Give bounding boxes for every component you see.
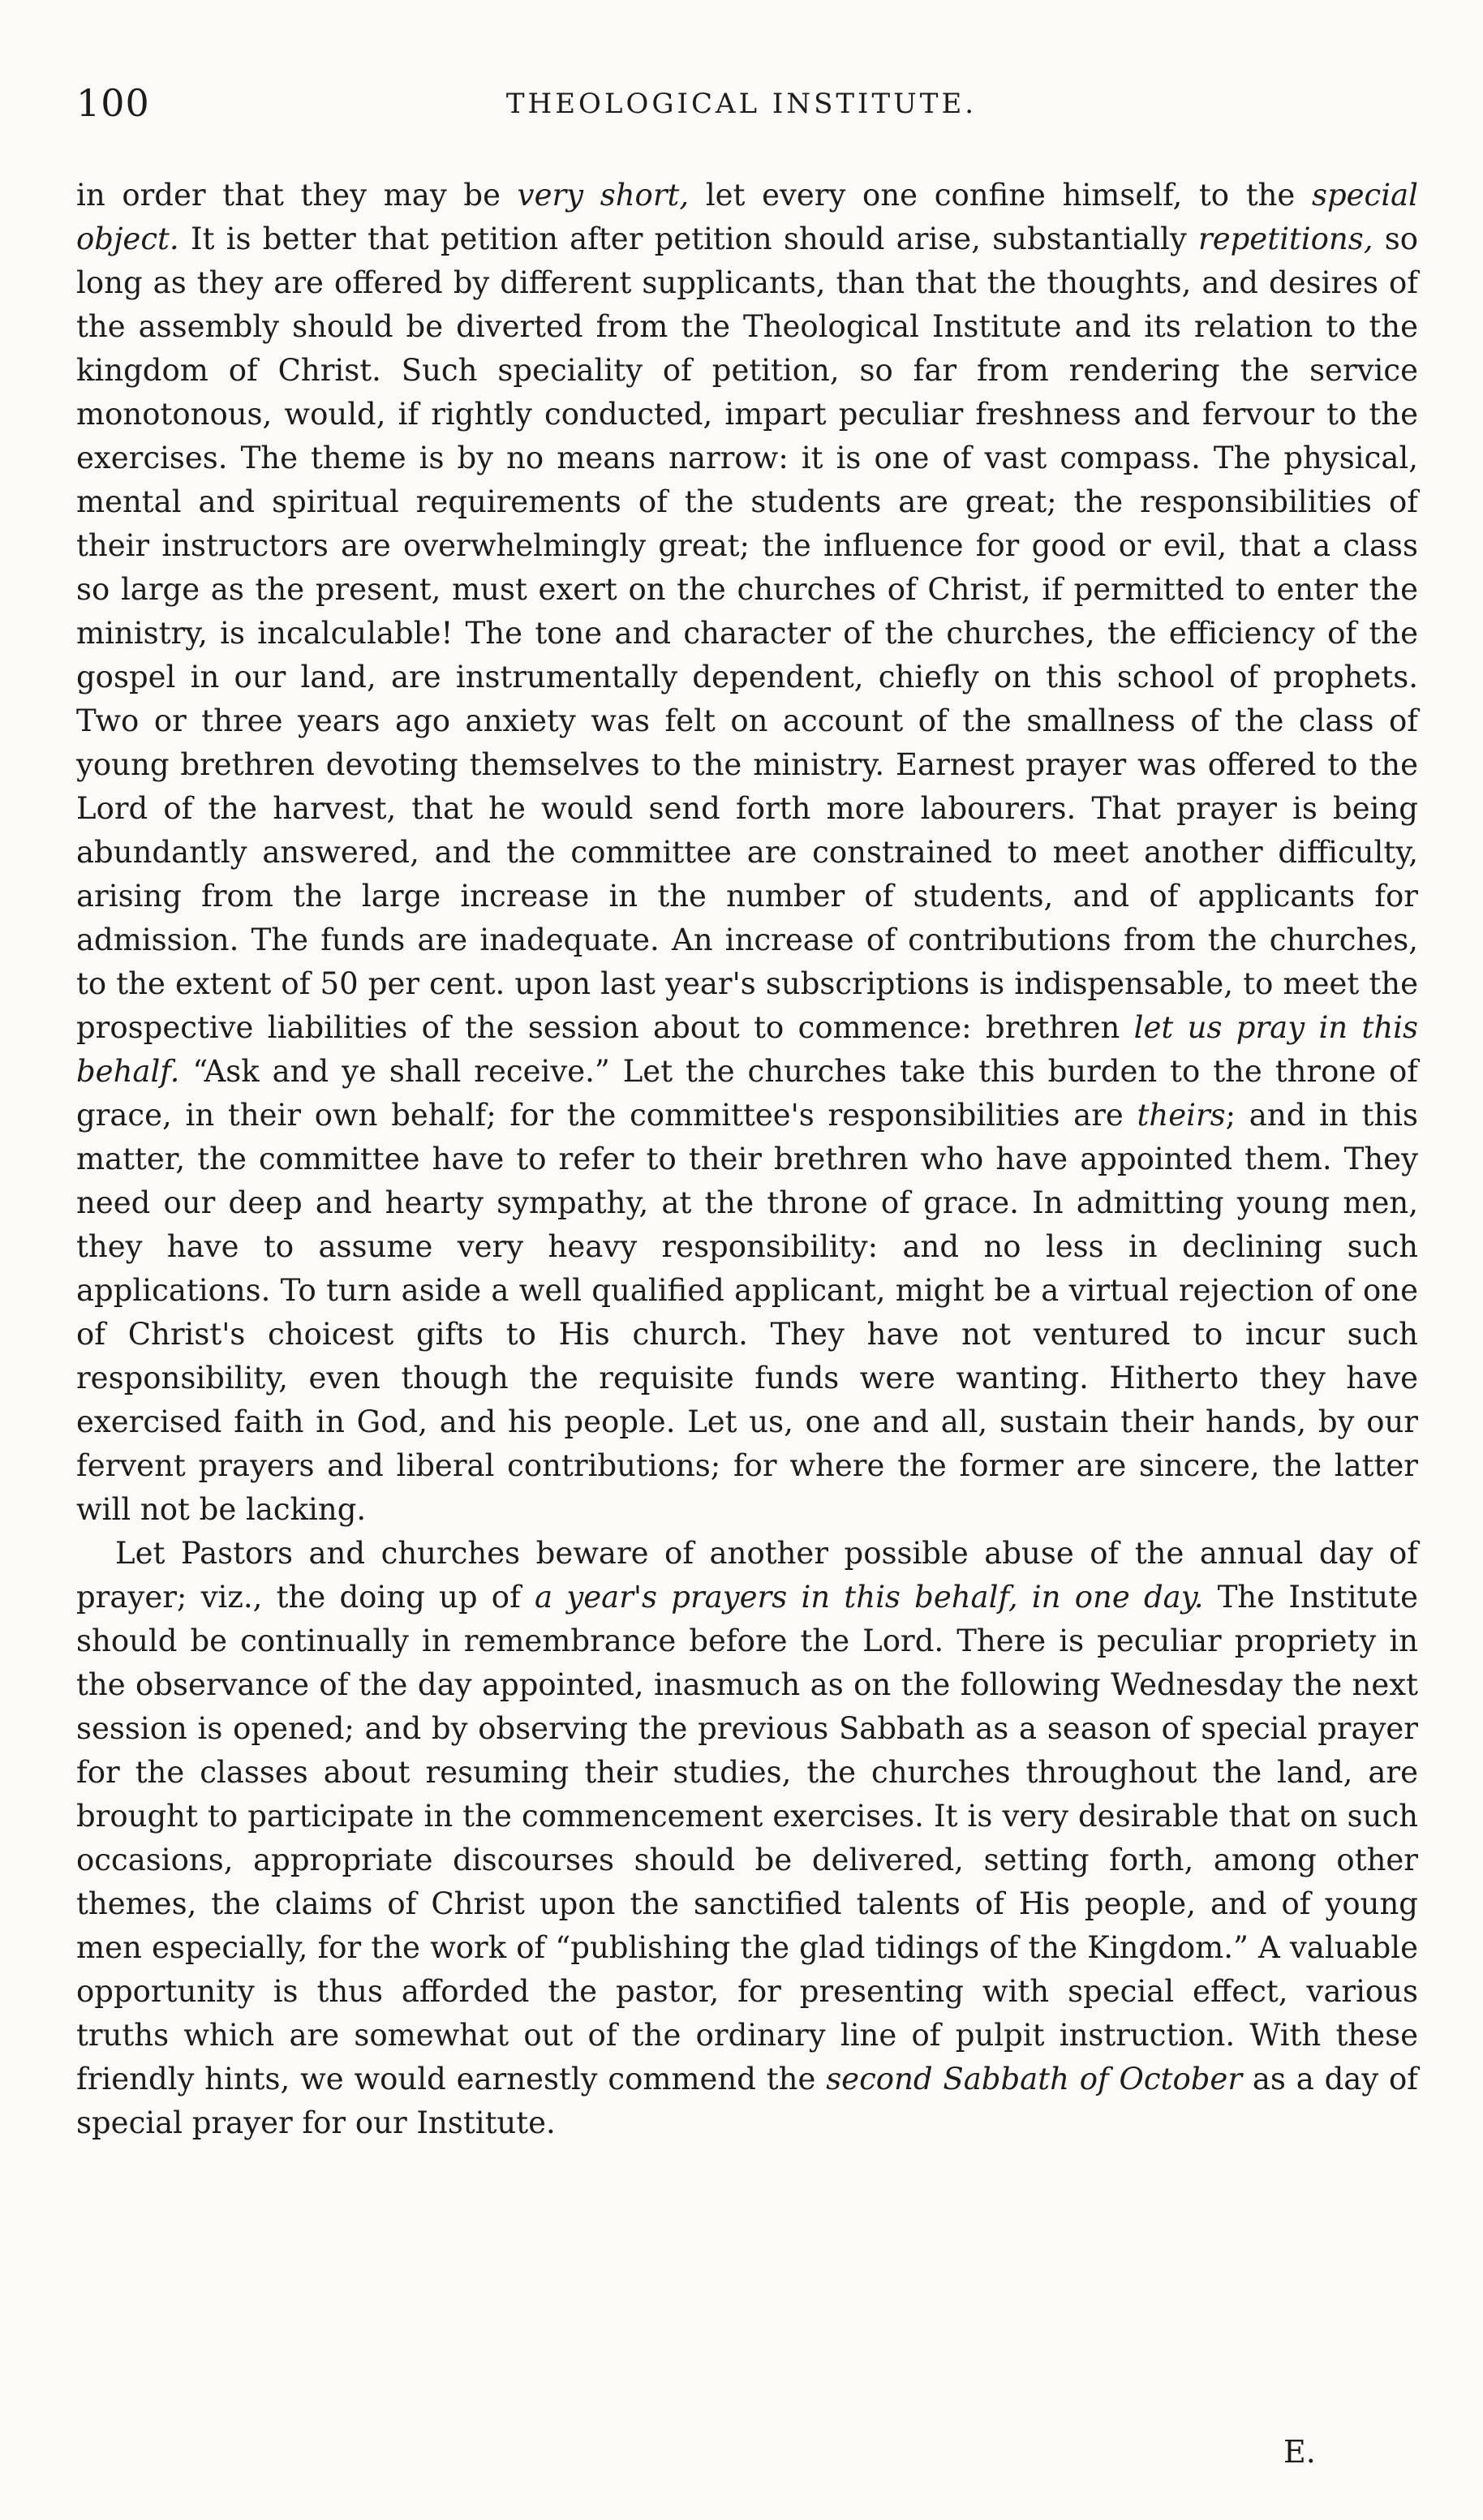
author-signature: E.	[1283, 2434, 1316, 2470]
page-number: 100	[76, 81, 150, 125]
page-header	[76, 81, 1407, 130]
running-head: THEOLOGICAL INSTITUTE.	[505, 88, 978, 120]
paragraph-1: in order that they may be very short, let every one confine himself, to the special object. It is better that petition after petition should arise, substantially repetitions, so long as they are offered by different supplicants, than that the thoughts, and desires of the assembly should be diverted from the Theological Institute and its relation to the kingdom of Christ. Such speciality of petition, so far from rendering the service monotonous, would, if rightly conducted, impart peculiar freshness and fervour to the exercises. The theme is by no means narrow: it is one of vast compass. The physical, mental and spiritual requirements of the students are great; the responsibilities of their instructors are overwhelmingly great; the influence for good or evil, that a class so large as the present, must exert on the churches of Christ, if permitted to enter the ministry, is incalculable! The tone and character of the churches, the efficiency of the gospel in our land, are instrumentally dependent, chiefly on this school of prophets. Two or three years ago anxiety was felt on account of the smallness of the class of young brethren devoting themselves to the ministry. Earnest prayer was offered to the Lord of the harvest, that he would send forth more labourers. That prayer is being abundantly answered, and the committee are constrained to meet another difficulty, arising from the large increase in the number of students, and of applicants for admission. The funds are inadequate. An increase of contributions from the churches, to the extent of 50 per cent. upon last year's subscriptions is indispensable, to meet the prospective liabilities of the session about to commence: brethren let us pray in this behalf. “Ask and ye shall receive.” Let the churches take this burden to the throne of grace, in their own behalf; for the committee's responsibilities are theirs; and in this matter, the committee have to refer to their brethren who have appointed them. They need our deep and hearty sympathy, at the throne of grace. In admitting young men, they have to assume very heavy responsibility: and no less in declining such applications. To turn aside a well qualified applicant, might be a virtual rejection of one of Christ's choicest gifts to His church. They have not ventured to incur such responsibility, even though the requisite funds were wanting. Hitherto they have exercised faith in God, and his people. Let us, one and all, sustain their hands, by our fervent prayers and liberal contributions; for where the former are sincere, the latter will not be lacking.	[76, 178, 1419, 1527]
article-body	[76, 174, 1418, 2145]
paragraph-2: Let Pastors and churches beware of another possible abuse of the annual day of prayer; viz., the doing up of a year's prayers in this behalf, in one day. The Institute should be continually in remembrance before the Lord. There is peculiar propriety in the observance of the day appointed, inasmuch as on the following Wednesday the next session is opened; and by observing the previous Sabbath as a season of special prayer for the classes about resuming their studies, the churches throughout the land, are brought to participate in the commencement exercises. It is very desirable that on such occasions, appropriate discourses should be delivered, setting forth, among other themes, the claims of Christ upon the sanctified talents of His people, and of young men especially, for the work of “publishing the glad tidings of the Kingdom.” A valuable opportunity is thus afforded the pastor, for presenting with special effect, various truths which are somewhat out of the ordinary line of pulpit instruction. With these friendly hints, we would earnestly commend the second Sabbath of October as a day of special prayer for our Institute.	[76, 1536, 1419, 2140]
